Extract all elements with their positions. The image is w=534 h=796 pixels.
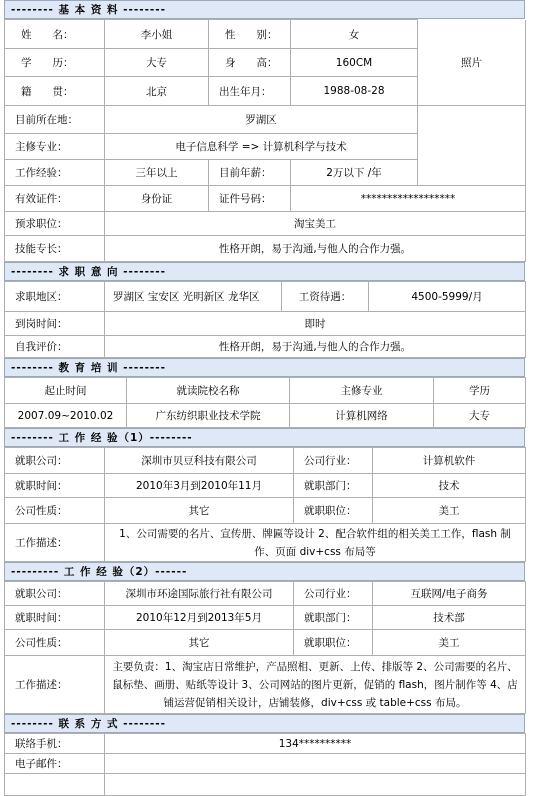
work2-ind: 互联网/电子商务	[373, 582, 526, 606]
edu-head-major: 主修专业	[290, 378, 434, 404]
intent-table	[4, 281, 526, 358]
work1-dept: 技术	[373, 474, 526, 498]
work1-ind: 计算机软件	[373, 448, 526, 474]
photo-spacer	[418, 134, 526, 160]
certno-label: 证件号码：	[209, 186, 291, 212]
job-value: 淘宝美工	[105, 212, 526, 236]
section-edu-header: -------- 教 育 培 训 --------	[4, 358, 525, 377]
area-label: 求职地区：	[5, 282, 105, 312]
work2-nature-label: 公司性质：	[5, 630, 105, 656]
work1-nature: 其它	[105, 498, 294, 524]
area-value: 罗湖区 宝安区 光明新区 龙华区	[105, 282, 282, 312]
section-contact-header: -------- 联 系 方 式 --------	[4, 714, 525, 733]
work1-desc: 1、公司需要的名片、宣传册、牌匾等设计 2、配合软件组的相关美工工作，flash 制作、页面 div+css 布局等	[105, 524, 526, 562]
name-label: 姓 名：	[5, 20, 105, 49]
edu-label: 学 历：	[5, 49, 105, 77]
blank-cell	[5, 774, 105, 796]
edu-school: 广东纺织职业技术学院	[127, 404, 290, 428]
work1-co: 深圳市贝豆科技有限公司	[105, 448, 294, 474]
section-basic-header: -------- 基 本 资 料 --------	[4, 0, 525, 19]
work2-co-label: 就职公司：	[5, 582, 105, 606]
certno-value: ******************	[291, 186, 526, 212]
work2-ind-label: 公司行业：	[294, 582, 373, 606]
birth-value: 1988-08-28	[291, 77, 418, 106]
section-work2-header: --------- 工 作 经 验（2）------	[4, 562, 525, 581]
work2-dept-label: 就职部门：	[294, 606, 373, 630]
native-value: 北京	[105, 77, 209, 106]
edu-head-school: 就读院校名称	[127, 378, 290, 404]
work2-co: 深圳市环途国际旅行社有限公司	[105, 582, 294, 606]
work1-time-label: 就职时间：	[5, 474, 105, 498]
job-label: 预求职位：	[5, 212, 105, 236]
salary-value: 2万以下 /年	[291, 160, 418, 186]
work2-pos-label: 就职职位：	[294, 630, 373, 656]
edu-value: 大专	[105, 49, 209, 77]
work2-desc-label: 工作描述：	[5, 656, 105, 714]
cert-label: 有效证件：	[5, 186, 105, 212]
photo-cell: 照片	[418, 20, 526, 106]
height-label: 身 高：	[209, 49, 291, 77]
work2-dept: 技术部	[373, 606, 526, 630]
edu-major: 计算机网络	[290, 404, 434, 428]
arrive-label: 到岗时间：	[5, 312, 105, 336]
work2-pos: 美工	[373, 630, 526, 656]
native-label: 籍 贯：	[5, 77, 105, 106]
work2-table	[4, 581, 526, 714]
email-value	[105, 754, 526, 774]
skill-value: 性格开朗，易于沟通,与他人的合作力强。	[105, 236, 526, 262]
loc-label: 目前所在地：	[5, 106, 105, 134]
wage-value: 4500-5999/月	[369, 282, 526, 312]
cert-value: 身份证	[105, 186, 209, 212]
skill-label: 技能专长：	[5, 236, 105, 262]
edu-degree: 大专	[434, 404, 526, 428]
work1-ind-label: 公司行业：	[294, 448, 373, 474]
eval-label: 自我评价：	[5, 336, 105, 358]
work1-pos: 美工	[373, 498, 526, 524]
exp-value: 三年以上	[105, 160, 209, 186]
birth-label: 出生年月：	[209, 77, 291, 106]
salary-label: 目前年薪：	[209, 160, 291, 186]
work2-desc: 主要负责：1、淘宝店日常维护，产品照相、更新、上传、排版等 2、公司需要的名片、鼠标垫、画册、贴纸等设计 3、公司网站的图片更新，促销的 flash，图片制作等 4、店铺运营促销相关设计，店铺装修，div+css 或 table+css 布局。	[105, 656, 526, 714]
blank-cell	[105, 774, 526, 796]
photo-spacer	[418, 160, 526, 186]
eval-value: 性格开朗，易于沟通,与他人的合作力强。	[105, 336, 526, 358]
work2-time-label: 就职时间：	[5, 606, 105, 630]
work1-co-label: 就职公司：	[5, 448, 105, 474]
section-intent-header: -------- 求 职 意 向 --------	[4, 262, 525, 281]
email-label: 电子邮件：	[5, 754, 105, 774]
name-value: 李小姐	[105, 20, 209, 49]
major-value: 电子信息科学 => 计算机科学与技术	[105, 134, 418, 160]
work2-nature: 其它	[105, 630, 294, 656]
gender-value: 女	[291, 20, 418, 49]
edu-time: 2007.09~2010.02	[5, 404, 127, 428]
edu-head-degree: 学历	[434, 378, 526, 404]
exp-label: 工作经验：	[5, 160, 105, 186]
work1-table	[4, 447, 526, 562]
edu-head-time: 起止时间	[5, 378, 127, 404]
work1-desc-label: 工作描述：	[5, 524, 105, 562]
photo-spacer	[418, 106, 526, 134]
phone-label: 联络手机：	[5, 734, 105, 754]
arrive-value: 即时	[105, 312, 526, 336]
wage-label: 工资待遇：	[282, 282, 369, 312]
gender-label: 性 别：	[209, 20, 291, 49]
section-work1-header: -------- 工 作 经 验（1）--------	[4, 428, 525, 447]
major-label: 主修专业：	[5, 134, 105, 160]
work2-time: 2010年12月到2013年5月	[105, 606, 294, 630]
work1-time: 2010年3月到2010年11月	[105, 474, 294, 498]
work1-dept-label: 就职部门：	[294, 474, 373, 498]
phone-value: 134**********	[105, 734, 526, 754]
resume	[4, 0, 525, 796]
basic-table	[4, 19, 526, 262]
edu-table	[4, 377, 526, 428]
work1-nature-label: 公司性质：	[5, 498, 105, 524]
work1-pos-label: 就职职位：	[294, 498, 373, 524]
loc-value: 罗湖区	[105, 106, 418, 134]
height-value: 160CM	[291, 49, 418, 77]
